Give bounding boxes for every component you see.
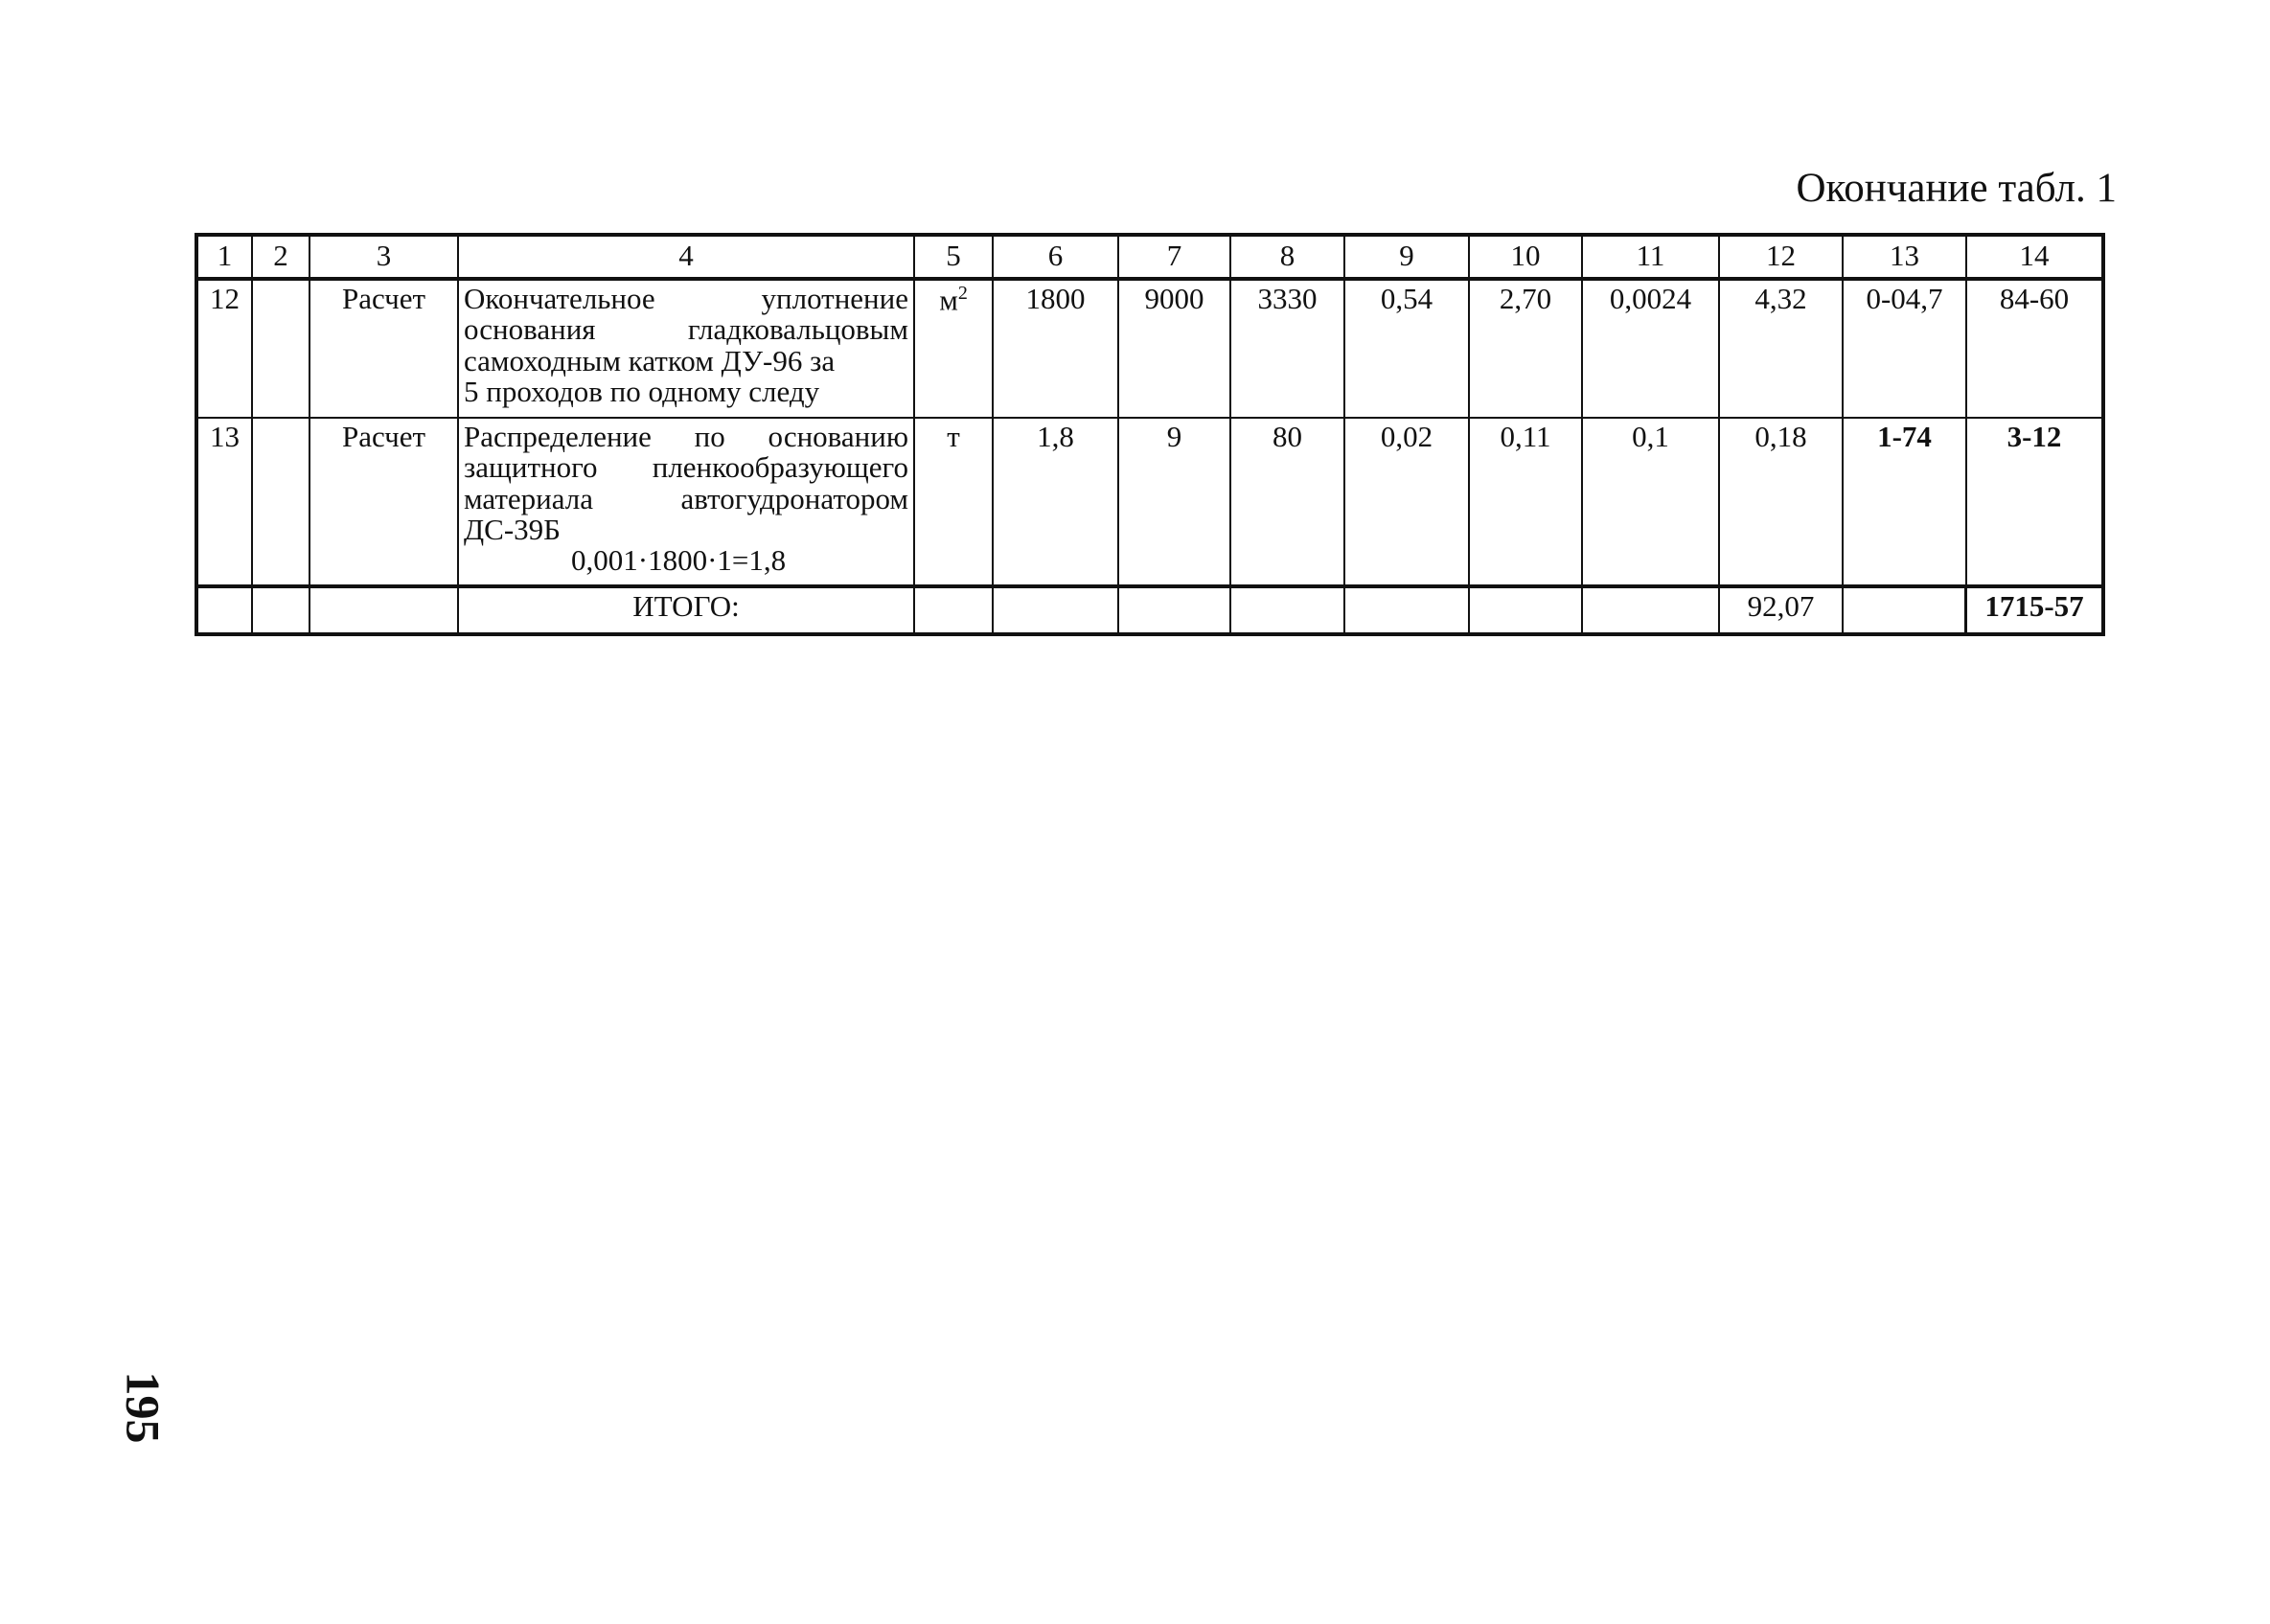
unit-cell [914, 279, 993, 418]
description-line: защитного пленкообразующего [464, 450, 908, 485]
description-line: ДС-39Б [464, 512, 561, 546]
unit-exponent: 2 [957, 283, 968, 305]
total-label: ИТОГО: [458, 586, 914, 634]
cell-col8: 80 [1230, 418, 1344, 586]
empty-cell [1469, 586, 1582, 634]
basis-cell: Расчет [310, 279, 458, 418]
cell-col7: 9 [1118, 418, 1230, 586]
estimate-table [195, 233, 2105, 636]
column-header: 4 [458, 235, 914, 279]
description-line: Распределение по основанию [464, 420, 908, 454]
empty-cell [914, 586, 993, 634]
basis-cell: Расчет [310, 418, 458, 586]
cell-col8: 3330 [1230, 279, 1344, 418]
cell-col6: 1800 [993, 279, 1118, 418]
empty-cell [1582, 586, 1719, 634]
column-header: 1 [196, 235, 252, 279]
cell-col2 [252, 279, 310, 418]
column-header: 10 [1469, 235, 1582, 279]
column-header: 3 [310, 235, 458, 279]
column-header: 2 [252, 235, 310, 279]
description-line: самоходным катком ДУ-96 за [464, 343, 836, 377]
description-line: 5 проходов по одному следу [464, 374, 820, 408]
empty-cell [1344, 586, 1469, 634]
table-row [196, 279, 2103, 418]
cell-col12: 4,32 [1719, 279, 1843, 418]
table-row [196, 418, 2103, 586]
cell-col9: 0,54 [1344, 279, 1469, 418]
column-header: 12 [1719, 235, 1843, 279]
empty-cell [196, 586, 252, 634]
column-header: 8 [1230, 235, 1344, 279]
table-caption: Окончание табл. 1 [1796, 166, 2117, 211]
total-col14: 1715-57 [1966, 586, 2103, 634]
page-number: 195 [116, 1371, 171, 1444]
unit-cell: т [914, 418, 993, 586]
cell-col9: 0,02 [1344, 418, 1469, 586]
empty-cell [1230, 586, 1344, 634]
description-line: основания гладковальцовым [464, 312, 908, 347]
empty-cell [993, 586, 1118, 634]
total-row [196, 586, 2103, 634]
cell-col11: 0,1 [1582, 418, 1719, 586]
cell-col10: 2,70 [1469, 279, 1582, 418]
row-number: 13 [196, 418, 252, 586]
column-header: 9 [1344, 235, 1469, 279]
work-description [458, 279, 914, 418]
empty-cell [252, 586, 310, 634]
description-line: Окончательное уплотнение [464, 282, 908, 316]
empty-cell [1118, 586, 1230, 634]
table-header-row [196, 235, 2103, 279]
description-line: материала автогудронатором [464, 481, 908, 515]
cell-col13: 0-04,7 [1843, 279, 1966, 418]
cell-col11: 0,0024 [1582, 279, 1719, 418]
calculation-formula: 0,001·1800·1=1,8 [571, 543, 787, 578]
column-header: 14 [1966, 235, 2103, 279]
cell-col7: 9000 [1118, 279, 1230, 418]
cell-col14: 84-60 [1966, 279, 2103, 418]
cell-col6: 1,8 [993, 418, 1118, 586]
cell-col2 [252, 418, 310, 586]
column-header: 6 [993, 235, 1118, 279]
column-header: 7 [1118, 235, 1230, 279]
column-header: 11 [1582, 235, 1719, 279]
unit-base: м [939, 283, 958, 317]
work-description [458, 418, 914, 586]
row-number: 12 [196, 279, 252, 418]
cell-col13: 1-74 [1843, 418, 1966, 586]
total-col12: 92,07 [1719, 586, 1843, 634]
cell-col12: 0,18 [1719, 418, 1843, 586]
empty-cell [1843, 586, 1966, 634]
column-header: 5 [914, 235, 993, 279]
empty-cell [310, 586, 458, 634]
cell-col14: 3-12 [1966, 418, 2103, 586]
cell-col10: 0,11 [1469, 418, 1582, 586]
column-header: 13 [1843, 235, 1966, 279]
